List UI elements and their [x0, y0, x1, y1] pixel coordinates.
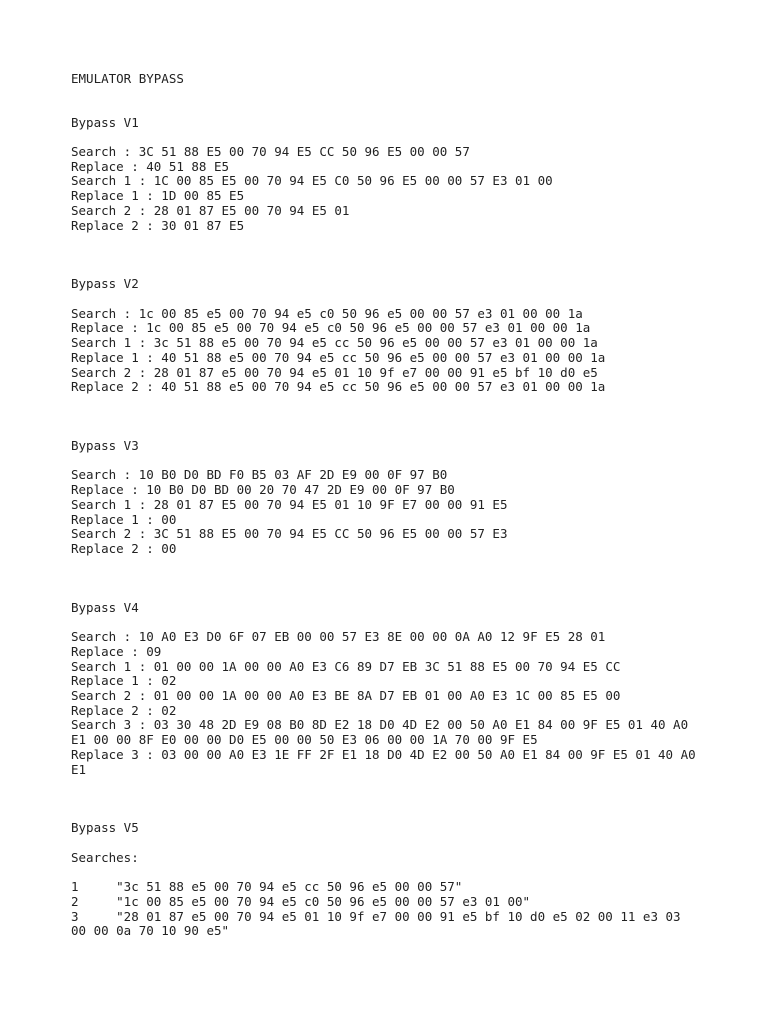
replace-pattern-line: Replace 2 : 30 01 87 E5 — [71, 217, 245, 233]
search-pattern-line: Search : 10 B0 D0 BD F0 B5 03 AF 2D E9 00 0F 97 B0 — [71, 467, 448, 483]
replace-pattern-line: Replace : 1c 00 85 e5 00 70 94 e5 c0 50 96 e5 00 00 57 e3 01 00 00 1a — [71, 320, 591, 336]
search-pattern-line: Search 2 : 3C 51 88 E5 00 70 94 E5 CC 50 96 E5 00 00 57 E3 — [71, 526, 508, 542]
replace-pattern-line: Replace 1 : 40 51 88 e5 00 70 94 e5 cc 50 96 e5 00 00 57 e3 01 00 00 1a — [71, 349, 606, 365]
document-title: EMULATOR BYPASS — [71, 70, 184, 86]
search-pattern-line: Search : 10 A0 E3 D0 6F 07 EB 00 00 57 E3 8E 00 00 0A A0 12 9F E5 28 01 — [71, 629, 606, 645]
section-heading: Bypass V3 — [71, 438, 139, 454]
bypass-section-v4 — [71, 599, 704, 777]
search-pattern-line: Search 2 : 28 01 87 E5 00 70 94 E5 01 — [71, 202, 350, 218]
replace-pattern-line: Replace 2 : 40 51 88 e5 00 70 94 e5 cc 50 96 e5 00 00 57 e3 01 00 00 1a — [71, 379, 606, 395]
bypass-section-v5 — [71, 821, 699, 939]
bypass-section-v1 — [71, 116, 699, 234]
search-list — [71, 880, 699, 939]
search-pattern-line: Search 2 : 01 00 00 1A 00 00 A0 E3 BE 8A D7 EB 01 00 A0 E3 1C 00 85 E5 00 — [71, 688, 621, 703]
replace-pattern-line: Replace : 40 51 88 E5 — [71, 158, 230, 174]
replace-pattern-line: Replace : 10 B0 D0 BD 00 20 70 47 2D E9 00 0F 97 B0 — [71, 482, 455, 498]
search-pattern-line: Search : 1c 00 85 e5 00 70 94 e5 c0 50 96 e5 00 00 57 e3 01 00 00 1a — [71, 305, 583, 321]
bypass-section-v3 — [71, 439, 699, 557]
pattern-list — [71, 145, 699, 233]
search-pattern-line: Search 1 : 01 00 00 1A 00 00 A0 E3 C6 89 D7 EB 3C 51 88 E5 00 70 94 E5 CC — [71, 658, 621, 674]
search-pattern-line: Search 1 : 3c 51 88 e5 00 70 94 e5 cc 50 96 e5 00 00 57 e3 01 00 00 1a — [71, 335, 598, 351]
replace-pattern-line: Replace 3 : 03 00 00 A0 E3 1E FF 2F E1 18 D0 4D E2 00 50 A0 E1 84 00 9F E5 01 40 A0 E1 — [71, 746, 704, 777]
search-pattern-line: Search : 3C 51 88 E5 00 70 94 E5 CC 50 96 E5 00 00 57 — [71, 144, 470, 160]
replace-pattern-line: Replace 1 : 00 — [71, 511, 177, 527]
search-pattern-line: Search 3 : 03 30 48 2D E9 08 B0 8D E2 18 D0 4D E2 00 50 A0 E1 84 00 9F E5 01 40 A0 E1 00 00 8F E0 00 00 D0 E5 00 00 50 E3 06 00 00 1A 70 00 9F E5 — [71, 717, 696, 748]
pattern-list — [71, 629, 704, 777]
item-pattern: "28 01 87 e5 00 70 94 e5 01 10 9f e7 00 00 91 e5 bf 10 d0 e5 02 00 11 e3 03 00 00 0a 70 10 90 e5" — [71, 908, 689, 939]
search-list-item — [71, 880, 699, 895]
search-list-item — [71, 910, 699, 939]
section-heading: Bypass V5 — [71, 820, 139, 836]
replace-pattern-line: Replace 1 : 1D 00 85 E5 — [71, 188, 245, 204]
item-number: 1 — [71, 879, 79, 895]
item-number: 2 — [71, 893, 79, 909]
document-body — [71, 70, 704, 939]
searches-label: Searches: — [71, 849, 139, 865]
search-pattern-line: Search 1 : 1C 00 85 E5 00 70 94 E5 C0 50 96 E5 00 00 57 E3 01 00 — [71, 173, 553, 189]
pattern-list — [71, 468, 699, 556]
replace-pattern-line: Replace : 09 — [71, 643, 162, 659]
pattern-list — [71, 307, 699, 395]
replace-pattern-line: Replace 2 : 02 — [71, 702, 177, 718]
item-number: 3 — [71, 908, 79, 924]
bypass-section-v2 — [71, 277, 699, 395]
search-list-item — [71, 895, 699, 910]
search-pattern-line: Search 2 : 28 01 87 e5 00 70 94 e5 01 10 9f e7 00 00 91 e5 bf 10 d0 e5 — [71, 364, 598, 380]
replace-pattern-line: Replace 1 : 02 — [71, 673, 177, 689]
section-heading: Bypass V2 — [71, 276, 139, 292]
item-pattern: "1c 00 85 e5 00 70 94 e5 c0 50 96 e5 00 00 57 e3 01 00" — [116, 893, 531, 909]
section-heading: Bypass V4 — [71, 599, 139, 615]
replace-pattern-line: Replace 2 : 00 — [71, 541, 177, 556]
search-pattern-line: Search 1 : 28 01 87 E5 00 70 94 E5 01 10 9F E7 00 00 91 E5 — [71, 496, 508, 512]
section-heading: Bypass V1 — [71, 114, 139, 130]
item-pattern: "3c 51 88 e5 00 70 94 e5 cc 50 96 e5 00 00 57" — [116, 879, 463, 895]
